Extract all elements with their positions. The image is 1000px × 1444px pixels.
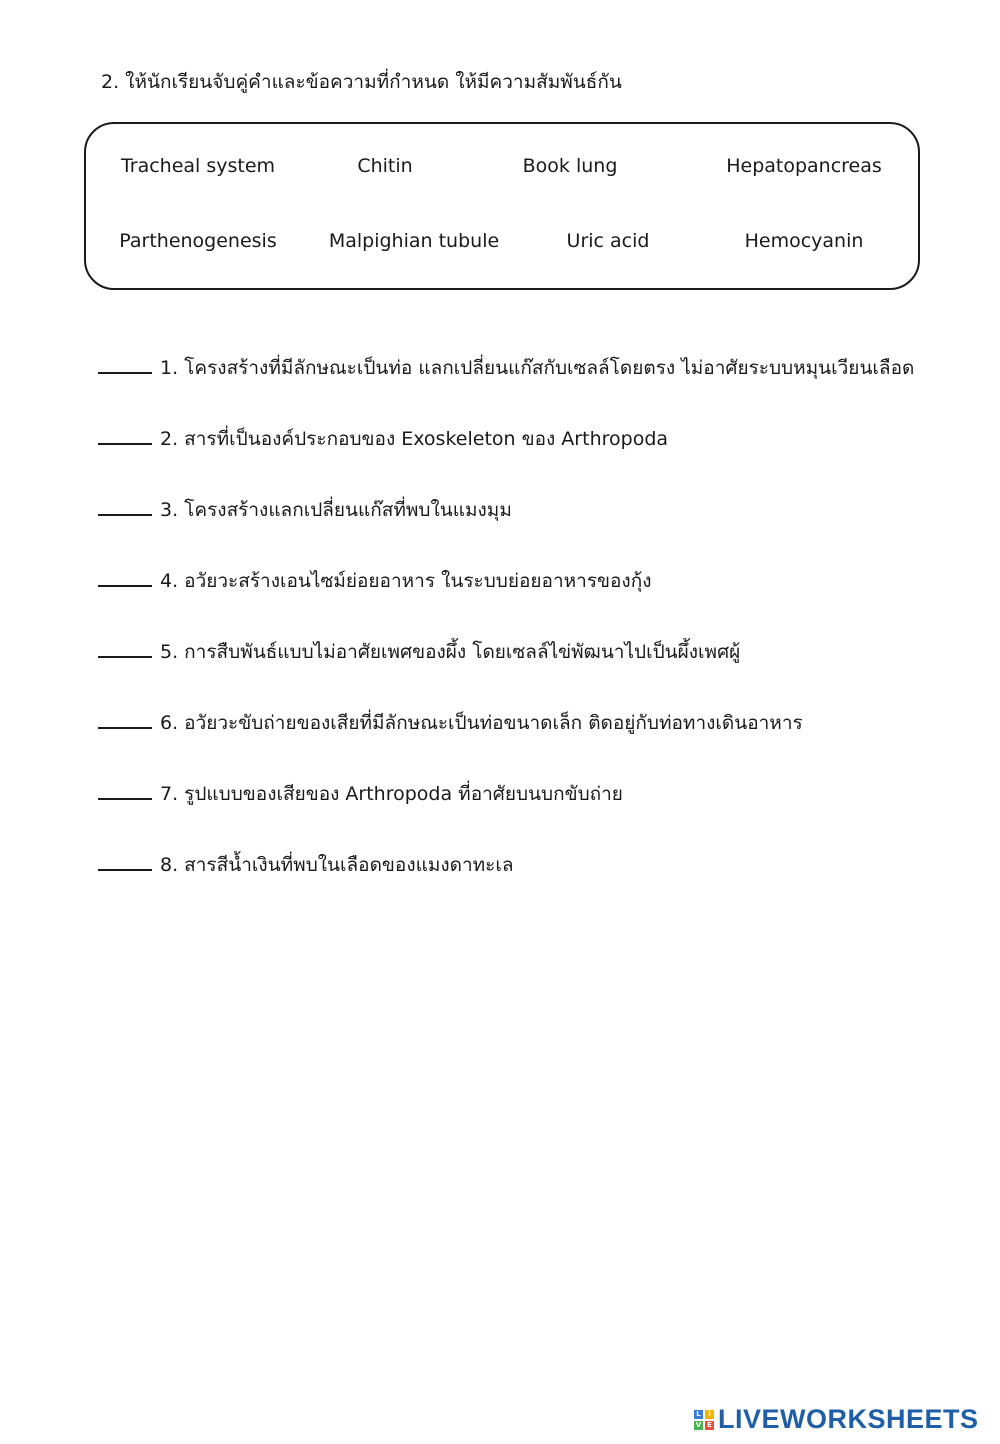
word-bank-item: Chitin bbox=[357, 155, 413, 177]
logo-tile: V bbox=[695, 1420, 702, 1429]
question-text: 8. สารสีน้ำเงินที่พบในเลือดของแมงดาทะเล bbox=[160, 854, 514, 876]
answer-blank[interactable] bbox=[98, 423, 152, 445]
brand-name: LIVEWORKSHEETS bbox=[718, 1404, 979, 1434]
question-text: 5. การสืบพันธ์แบบไม่อาศัยเพศของผึ้ง โดยเซลล์ไข่พัฒนาไปเป็นผึ้งเพศผู้ bbox=[160, 641, 741, 663]
answer-blank[interactable] bbox=[98, 778, 152, 800]
word-bank-item: Parthenogenesis bbox=[119, 230, 277, 252]
logo-tile: L bbox=[694, 1410, 703, 1419]
word-bank-item: Hepatopancreas bbox=[726, 155, 882, 177]
word-bank-item: Malpighian tubule bbox=[328, 230, 500, 252]
question-text: 7. รูปแบบของเสียของ Arthropoda ที่อาศัยบนบกขับถ่าย bbox=[160, 783, 623, 805]
answer-blank[interactable] bbox=[98, 565, 152, 587]
liveworksheets-logo bbox=[694, 1404, 979, 1435]
instruction-heading: 2. ให้นักเรียนจับคู่คำและข้อความที่กำหนด ให้มีความสัมพันธ์กัน bbox=[101, 71, 622, 93]
question-item bbox=[98, 707, 803, 738]
word-bank-item: Hemocyanin bbox=[744, 230, 864, 252]
question-item bbox=[98, 565, 651, 596]
question-item bbox=[98, 352, 914, 383]
answer-blank[interactable] bbox=[98, 849, 152, 871]
answer-blank[interactable] bbox=[98, 494, 152, 516]
question-text: 3. โครงสร้างแลกเปลี่ยนแก๊สที่พบในแมงมุม bbox=[160, 499, 512, 521]
answer-blank[interactable] bbox=[98, 707, 152, 729]
answer-blank[interactable] bbox=[98, 636, 152, 658]
question-text: 4. อวัยวะสร้างเอนไซม์ย่อยอาหาร ในระบบย่อยอาหารของกุ้ง bbox=[160, 570, 652, 592]
question-text: 6. อวัยวะขับถ่ายของเสียที่มีลักษณะเป็นท่อขนาดเล็ก ติดอยู่กับท่อทางเดินอาหาร bbox=[160, 712, 803, 734]
question-item bbox=[98, 423, 668, 454]
answer-blank[interactable] bbox=[98, 352, 152, 374]
question-item bbox=[98, 778, 623, 809]
word-bank-item: Uric acid bbox=[566, 230, 650, 252]
word-bank-item: Tracheal system bbox=[120, 155, 276, 177]
question-text: 2. สารที่เป็นองค์ประกอบของ Exoskeleton ของ Arthropoda bbox=[160, 428, 669, 450]
question-item bbox=[98, 494, 512, 525]
word-bank-item: Book lung bbox=[522, 155, 618, 177]
question-text: 1. โครงสร้างที่มีลักษณะเป็นท่อ แลกเปลี่ยนแก๊สกับเซลล์โดยตรง ไม่อาศัยระบบหมุนเวียนเลือด bbox=[160, 357, 915, 379]
liveworksheets-icon bbox=[694, 1410, 714, 1430]
logo-tile: I bbox=[705, 1410, 714, 1419]
logo-tile: E bbox=[705, 1421, 714, 1430]
question-item bbox=[98, 849, 514, 880]
question-item bbox=[98, 636, 740, 667]
word-bank-box bbox=[84, 122, 920, 290]
